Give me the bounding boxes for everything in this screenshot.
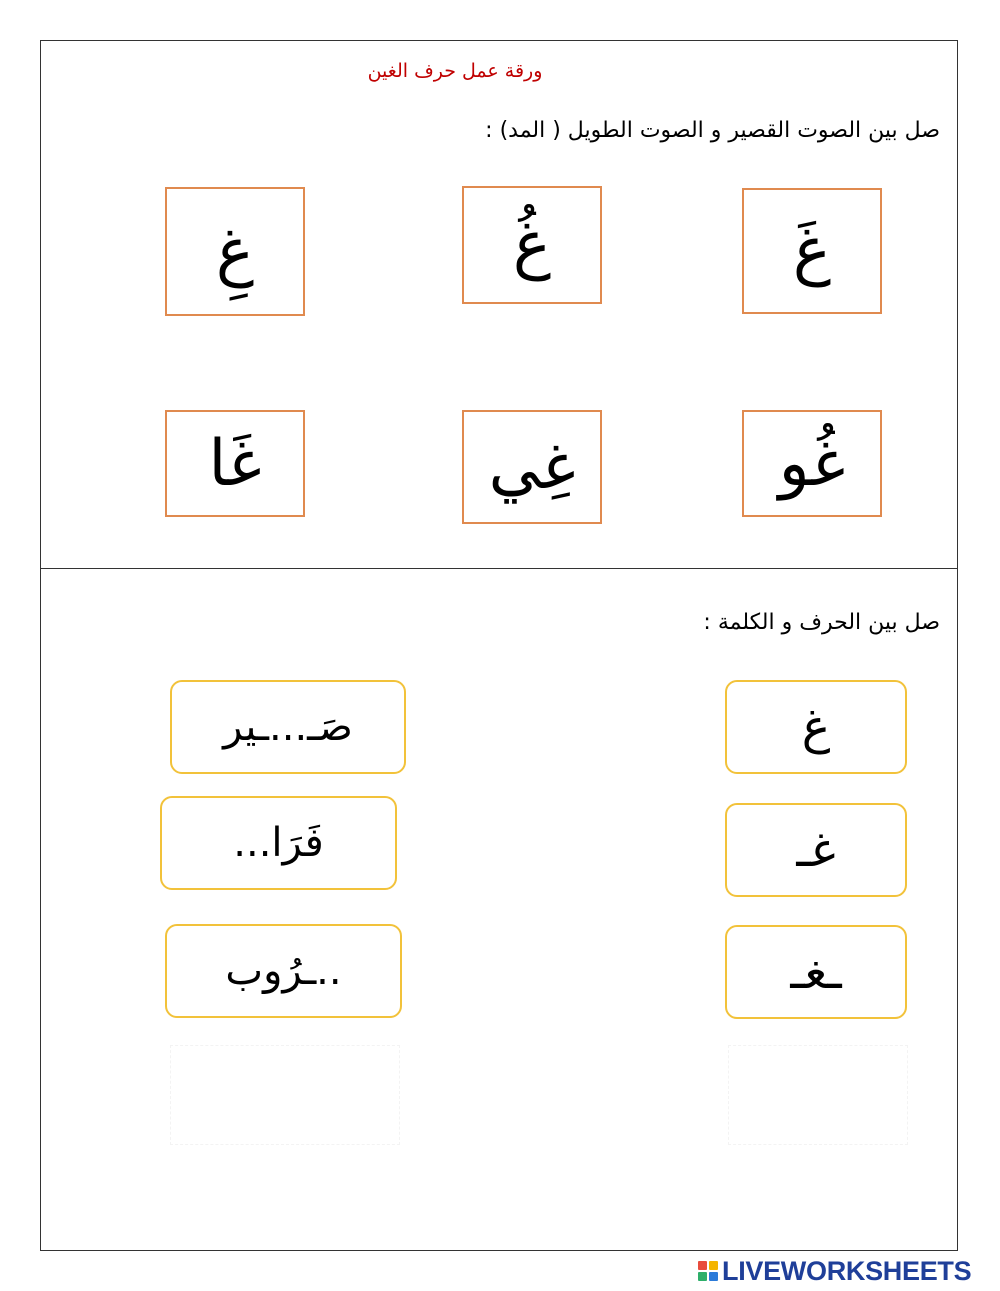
worksheet-title: ورقة عمل حرف الغين: [367, 60, 543, 82]
logo-square-blue: [709, 1272, 718, 1281]
short-vowel-text: غَ: [792, 214, 832, 288]
letter-form-initial[interactable]: غـ: [725, 803, 907, 897]
logo-text: LIVEWORKSHEETS: [722, 1255, 972, 1286]
short-vowel-text: غُ: [512, 208, 552, 282]
short-vowel-text: غِ: [215, 214, 255, 289]
logo-square-yellow: [709, 1261, 718, 1270]
section-divider: [40, 568, 958, 569]
short-vowel-card-kasra[interactable]: [165, 187, 305, 316]
long-vowel-text: غَا: [208, 426, 262, 501]
word-card-1[interactable]: صَـ...ـير: [170, 680, 406, 774]
logo-square-red: [698, 1261, 707, 1270]
word-card-2[interactable]: فَرَا...: [160, 796, 397, 890]
long-vowel-card-ya[interactable]: [462, 410, 602, 524]
letter-form-medial[interactable]: ـغـ: [725, 925, 907, 1019]
section1-instruction: صل بين الصوت القصير و الصوت الطويل ( المد) :: [485, 118, 940, 143]
section2-instruction: صل بين الحرف و الكلمة :: [703, 610, 940, 635]
long-vowel-card-waw[interactable]: [742, 410, 882, 517]
letter-form-isolated[interactable]: غ: [725, 680, 907, 774]
logo-square-green: [698, 1272, 707, 1281]
short-vowel-card-fatha[interactable]: [742, 188, 882, 314]
liveworksheets-logo: [698, 1256, 971, 1286]
liveworksheets-logo-icon: [698, 1261, 718, 1281]
empty-placeholder-left: [170, 1045, 400, 1145]
empty-placeholder-right: [728, 1045, 908, 1145]
long-vowel-text: غِي: [488, 430, 576, 504]
short-vowel-card-damma[interactable]: [462, 186, 602, 304]
long-vowel-text: غُو: [778, 426, 846, 501]
long-vowel-card-alif[interactable]: [165, 410, 305, 517]
word-card-3[interactable]: ..ـرُوب: [165, 924, 402, 1018]
